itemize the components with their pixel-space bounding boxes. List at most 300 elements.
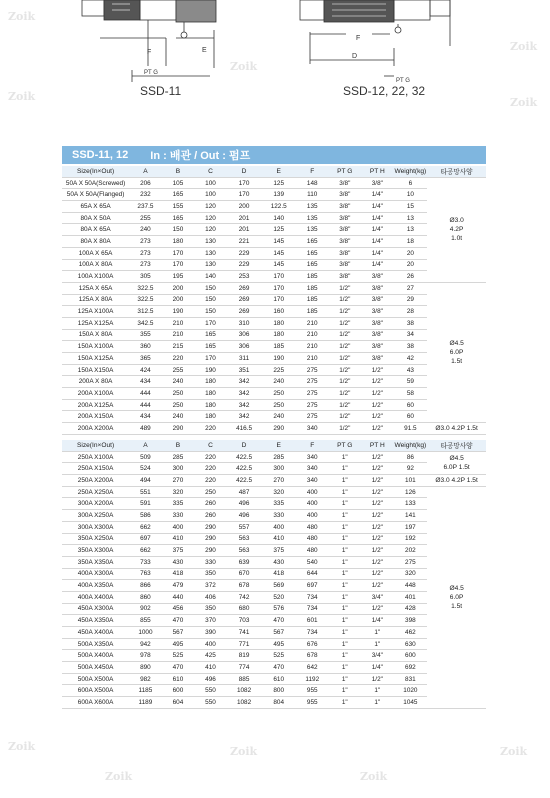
value-cell: 1/2": [361, 533, 394, 545]
value-cell: 170: [261, 294, 296, 306]
value-cell: 210: [296, 329, 329, 341]
table-row: [62, 247, 486, 259]
value-cell: 1/2": [361, 475, 394, 487]
value-cell: 180: [261, 329, 296, 341]
value-cell: 1/4": [361, 212, 394, 224]
value-cell: 1/2": [361, 411, 394, 423]
size-cell: 300A X200A: [62, 498, 129, 510]
value-cell: 495: [261, 638, 296, 650]
value-cell: 495: [162, 638, 195, 650]
caption-ssd-11: SSD-11: [140, 84, 182, 98]
table-row: [62, 568, 486, 580]
technical-drawings: [0, 0, 550, 110]
value-cell: 1": [361, 685, 394, 697]
value-cell: 831: [394, 673, 428, 685]
table-row: [62, 388, 486, 400]
value-cell: 3/8": [329, 212, 362, 224]
table-row: [62, 271, 486, 283]
watermark: Zoik: [8, 10, 36, 23]
value-cell: 567: [261, 627, 296, 639]
value-cell: 692: [394, 662, 428, 674]
watermark: Zoik: [500, 745, 528, 758]
table-row: [62, 475, 486, 487]
value-cell: 1": [361, 638, 394, 650]
value-cell: 662: [129, 521, 162, 533]
value-cell: 410: [194, 662, 227, 674]
value-cell: 13: [394, 224, 428, 236]
value-cell: 322.5: [129, 294, 162, 306]
value-cell: 3/8": [329, 236, 362, 248]
value-cell: 320: [261, 486, 296, 498]
value-cell: 145: [261, 247, 296, 259]
strainer-drawing-svg: [0, 0, 550, 110]
value-cell: 220: [162, 353, 195, 365]
ssd-12-label-f: F: [356, 35, 361, 42]
value-cell: 434: [129, 411, 162, 423]
value-cell: 1082: [227, 685, 262, 697]
table-row: [62, 556, 486, 568]
value-cell: 342: [227, 411, 262, 423]
value-cell: 1189: [129, 697, 162, 709]
column-header: A: [129, 440, 162, 451]
value-cell: 290: [194, 533, 227, 545]
size-cell: 125A X 80A: [62, 294, 129, 306]
column-header: F: [296, 440, 329, 451]
value-cell: 676: [296, 638, 329, 650]
value-cell: 180: [194, 399, 227, 411]
value-cell: 250: [261, 388, 296, 400]
value-cell: 550: [194, 697, 227, 709]
value-cell: 210: [296, 353, 329, 365]
value-cell: 3/8": [361, 353, 394, 365]
value-cell: 410: [261, 533, 296, 545]
value-cell: 1/4": [361, 662, 394, 674]
size-cell: 150A X100A: [62, 341, 129, 353]
value-cell: 678: [227, 580, 262, 592]
value-cell: 15: [394, 201, 428, 213]
value-cell: 221: [227, 236, 262, 248]
value-cell: 1/2": [329, 294, 362, 306]
column-header: D: [227, 166, 262, 177]
value-cell: 1/2": [361, 399, 394, 411]
value-cell: 496: [227, 498, 262, 510]
watermark: Zoik: [230, 60, 258, 73]
section-model: SSD-11, 12: [72, 149, 129, 161]
size-cell: 450A X400A: [62, 627, 129, 639]
value-cell: 470: [162, 615, 195, 627]
value-cell: 130: [194, 236, 227, 248]
value-cell: 480: [296, 545, 329, 557]
value-cell: 563: [227, 545, 262, 557]
table-row: [62, 638, 486, 650]
value-cell: 586: [129, 510, 162, 522]
value-cell: 1/2": [361, 451, 394, 463]
size-cell: 125A X125A: [62, 317, 129, 329]
value-cell: 200: [227, 201, 262, 213]
value-cell: 639: [227, 556, 262, 568]
size-cell: 200A X100A: [62, 388, 129, 400]
value-cell: 1/4": [361, 236, 394, 248]
value-cell: 1/4": [361, 189, 394, 201]
value-cell: 1": [329, 498, 362, 510]
value-cell: 3/8": [329, 201, 362, 213]
value-cell: 540: [296, 556, 329, 568]
size-cell: 400A X400A: [62, 591, 129, 603]
value-cell: 1/2": [361, 498, 394, 510]
value-cell: 100: [194, 177, 227, 189]
value-cell: 148: [296, 177, 329, 189]
value-cell: 215: [162, 341, 195, 353]
size-cell: 125A X100A: [62, 306, 129, 318]
value-cell: 232: [129, 189, 162, 201]
value-cell: 335: [162, 498, 195, 510]
value-cell: 763: [129, 568, 162, 580]
table-row: [62, 486, 486, 498]
size-cell: 350A X350A: [62, 556, 129, 568]
mesh-spec-cell: Ø3.0 4.2P 1.5t: [427, 475, 486, 487]
size-cell: 400A X300A: [62, 568, 129, 580]
value-cell: 250: [194, 486, 227, 498]
value-cell: 1/2": [361, 521, 394, 533]
value-cell: 604: [162, 697, 195, 709]
value-cell: 890: [129, 662, 162, 674]
value-cell: 401: [394, 591, 428, 603]
value-cell: 1": [329, 603, 362, 615]
value-cell: 375: [162, 545, 195, 557]
value-cell: 400: [194, 638, 227, 650]
value-cell: 290: [261, 423, 296, 435]
value-cell: 240: [162, 376, 195, 388]
value-cell: 1": [329, 591, 362, 603]
value-cell: 240: [162, 411, 195, 423]
value-cell: 237.5: [129, 201, 162, 213]
value-cell: 240: [261, 376, 296, 388]
value-cell: 133: [394, 498, 428, 510]
value-cell: 1/2": [361, 568, 394, 580]
value-cell: 210: [162, 317, 195, 329]
value-cell: 210: [296, 317, 329, 329]
column-header: E: [261, 166, 296, 177]
value-cell: 130: [194, 259, 227, 271]
value-cell: 197: [394, 521, 428, 533]
table-row: [62, 224, 486, 236]
value-cell: 3/8": [329, 224, 362, 236]
value-cell: 1/2": [329, 306, 362, 318]
value-cell: 644: [296, 568, 329, 580]
value-cell: 1/2": [361, 376, 394, 388]
value-cell: 195: [162, 271, 195, 283]
spec-table-1: [62, 166, 486, 435]
size-cell: 150A X150A: [62, 364, 129, 376]
value-cell: 165: [296, 236, 329, 248]
value-cell: 487: [227, 486, 262, 498]
value-cell: 703: [227, 615, 262, 627]
value-cell: 1082: [227, 697, 262, 709]
table-row: [62, 662, 486, 674]
value-cell: 290: [162, 423, 195, 435]
value-cell: 6: [394, 177, 428, 189]
value-cell: 365: [129, 353, 162, 365]
value-cell: 1": [329, 627, 362, 639]
value-cell: 180: [261, 317, 296, 329]
column-header: D: [227, 440, 262, 451]
value-cell: 26: [394, 271, 428, 283]
value-cell: 390: [194, 627, 227, 639]
value-cell: 120: [194, 212, 227, 224]
table-row: [62, 399, 486, 411]
value-cell: 360: [129, 341, 162, 353]
table-row: [62, 510, 486, 522]
value-cell: 1/2": [361, 545, 394, 557]
value-cell: 1/4": [361, 259, 394, 271]
table-row: [62, 189, 486, 201]
value-cell: 27: [394, 282, 428, 294]
table-row: [62, 329, 486, 341]
column-header: C: [194, 440, 227, 451]
value-cell: 525: [261, 650, 296, 662]
value-cell: 422.5: [227, 475, 262, 487]
value-cell: 311: [227, 353, 262, 365]
value-cell: 416.5: [227, 423, 262, 435]
value-cell: 220: [194, 423, 227, 435]
value-cell: 1/4": [361, 224, 394, 236]
value-cell: 370: [194, 615, 227, 627]
watermark: Zoik: [105, 770, 133, 783]
value-cell: 1": [329, 580, 362, 592]
size-cell: 150A X 80A: [62, 329, 129, 341]
value-cell: 201: [227, 212, 262, 224]
size-cell: 200A X200A: [62, 423, 129, 435]
value-cell: 306: [227, 329, 262, 341]
value-cell: 190: [261, 353, 296, 365]
value-cell: 140: [261, 212, 296, 224]
value-cell: 200: [162, 282, 195, 294]
table-header-row: [62, 166, 486, 177]
value-cell: 150: [194, 306, 227, 318]
value-cell: 170: [162, 247, 195, 259]
column-header: PT H: [361, 166, 394, 177]
value-cell: 400: [162, 521, 195, 533]
value-cell: 126: [394, 486, 428, 498]
value-cell: 430: [261, 556, 296, 568]
column-header: F: [296, 166, 329, 177]
value-cell: 1/4": [361, 247, 394, 259]
size-cell: 100A X 80A: [62, 259, 129, 271]
value-cell: 1000: [129, 627, 162, 639]
value-cell: 273: [129, 259, 162, 271]
value-cell: 1": [329, 451, 362, 463]
value-cell: 150: [194, 294, 227, 306]
value-cell: 591: [129, 498, 162, 510]
table-row: [62, 451, 486, 463]
value-cell: 105: [162, 177, 195, 189]
value-cell: 125: [261, 224, 296, 236]
ssd-11-label-f: F: [147, 49, 152, 56]
value-cell: 110: [296, 189, 329, 201]
value-cell: 285: [162, 451, 195, 463]
value-cell: 275: [296, 376, 329, 388]
value-cell: 310: [227, 317, 262, 329]
size-cell: 400A X350A: [62, 580, 129, 592]
value-cell: 34: [394, 329, 428, 341]
mesh-spec-cell: Ø3.0 4.2P 1.5t: [427, 423, 486, 435]
value-cell: 190: [194, 364, 227, 376]
value-cell: 273: [129, 236, 162, 248]
value-cell: 165: [296, 247, 329, 259]
value-cell: 141: [394, 510, 428, 522]
table-row: [62, 545, 486, 557]
table-row: [62, 673, 486, 685]
section-io: In : 배관 / Out : 펌프: [150, 150, 251, 162]
column-header: PT G: [329, 166, 362, 177]
table-row: [62, 521, 486, 533]
table-row: [62, 341, 486, 353]
ssd-12-label-ptg: PT G: [396, 78, 410, 84]
value-cell: 185: [296, 271, 329, 283]
value-cell: 1/2": [329, 376, 362, 388]
value-cell: 1": [329, 463, 362, 475]
size-cell: 250A X200A: [62, 475, 129, 487]
value-cell: 375: [261, 545, 296, 557]
value-cell: 300: [162, 463, 195, 475]
value-cell: 1": [329, 533, 362, 545]
value-cell: 135: [296, 201, 329, 213]
value-cell: 1185: [129, 685, 162, 697]
value-cell: 165: [162, 189, 195, 201]
value-cell: 1": [361, 627, 394, 639]
value-cell: 275: [296, 388, 329, 400]
value-cell: 340: [296, 463, 329, 475]
size-cell: 100A X 65A: [62, 247, 129, 259]
table-row: [62, 177, 486, 189]
size-cell: 200A X125A: [62, 399, 129, 411]
size-cell: 500A X400A: [62, 650, 129, 662]
value-cell: 43: [394, 364, 428, 376]
value-cell: 774: [227, 662, 262, 674]
value-cell: 275: [394, 556, 428, 568]
value-cell: 340: [296, 423, 329, 435]
value-cell: 300: [261, 463, 296, 475]
value-cell: 86: [394, 451, 428, 463]
value-cell: 741: [227, 627, 262, 639]
table-row: [62, 236, 486, 248]
table-row: [62, 603, 486, 615]
value-cell: 422.5: [227, 451, 262, 463]
size-cell: 150A X125A: [62, 353, 129, 365]
value-cell: 220: [194, 451, 227, 463]
value-cell: 150: [194, 282, 227, 294]
table-row: [62, 212, 486, 224]
value-cell: 1/2": [361, 364, 394, 376]
value-cell: 180: [194, 388, 227, 400]
value-cell: 1": [329, 486, 362, 498]
value-cell: 250: [162, 388, 195, 400]
column-header: Size(In×Out): [62, 166, 129, 177]
value-cell: 418: [261, 568, 296, 580]
value-cell: 340: [296, 475, 329, 487]
column-header: PT H: [361, 440, 394, 451]
value-cell: 418: [162, 568, 195, 580]
value-cell: 3/8": [329, 271, 362, 283]
value-cell: 955: [296, 685, 329, 697]
value-cell: 819: [227, 650, 262, 662]
value-cell: 771: [227, 638, 262, 650]
value-cell: 1/2": [329, 317, 362, 329]
value-cell: 680: [227, 603, 262, 615]
table-row: [62, 201, 486, 213]
value-cell: 1/2": [329, 341, 362, 353]
size-cell: 250A X150A: [62, 463, 129, 475]
value-cell: 430: [162, 556, 195, 568]
spec-table-2: [62, 440, 486, 709]
value-cell: 250: [162, 399, 195, 411]
watermark: Zoik: [360, 770, 388, 783]
value-cell: 60: [394, 399, 428, 411]
value-cell: 120: [194, 201, 227, 213]
value-cell: 355: [129, 329, 162, 341]
value-cell: 255: [129, 212, 162, 224]
value-cell: 1": [329, 638, 362, 650]
value-cell: 210: [296, 341, 329, 353]
value-cell: 567: [162, 627, 195, 639]
value-cell: 342: [227, 399, 262, 411]
value-cell: 275: [296, 399, 329, 411]
value-cell: 982: [129, 673, 162, 685]
value-cell: 170: [162, 259, 195, 271]
table-row: [62, 353, 486, 365]
value-cell: 335: [261, 498, 296, 510]
size-cell: 500A X450A: [62, 662, 129, 674]
value-cell: 180: [194, 376, 227, 388]
value-cell: 470: [162, 662, 195, 674]
size-cell: 300A X250A: [62, 510, 129, 522]
value-cell: 1": [329, 650, 362, 662]
value-cell: 480: [296, 521, 329, 533]
caption-ssd-12-22-32: SSD-12, 22, 32: [343, 84, 426, 98]
value-cell: 270: [261, 475, 296, 487]
table-header-row: [62, 440, 486, 451]
column-header: PT G: [329, 440, 362, 451]
value-cell: 322.5: [129, 282, 162, 294]
value-cell: 312.5: [129, 306, 162, 318]
value-cell: 1/2": [329, 411, 362, 423]
mesh-spec-cell: Ø4.5 6.0P 1.5t: [427, 486, 486, 708]
value-cell: 20: [394, 259, 428, 271]
value-cell: 92: [394, 463, 428, 475]
value-cell: 697: [296, 580, 329, 592]
value-cell: 170: [227, 177, 262, 189]
column-header: Size(In×Out): [62, 440, 129, 451]
value-cell: 1/2": [361, 673, 394, 685]
value-cell: 400: [296, 498, 329, 510]
value-cell: 1/4": [361, 201, 394, 213]
value-cell: 225: [261, 364, 296, 376]
size-cell: 350A X250A: [62, 533, 129, 545]
size-cell: 50A X 50A(Screwed): [62, 177, 129, 189]
value-cell: 342: [227, 388, 262, 400]
value-cell: 305: [129, 271, 162, 283]
value-cell: 200: [162, 294, 195, 306]
value-cell: 275: [296, 411, 329, 423]
value-cell: 410: [162, 533, 195, 545]
column-header: Weight(kg): [394, 166, 428, 177]
value-cell: 372: [194, 580, 227, 592]
value-cell: 180: [162, 236, 195, 248]
table-row: [62, 591, 486, 603]
value-cell: 520: [261, 591, 296, 603]
value-cell: 1": [329, 545, 362, 557]
value-cell: 255: [162, 364, 195, 376]
